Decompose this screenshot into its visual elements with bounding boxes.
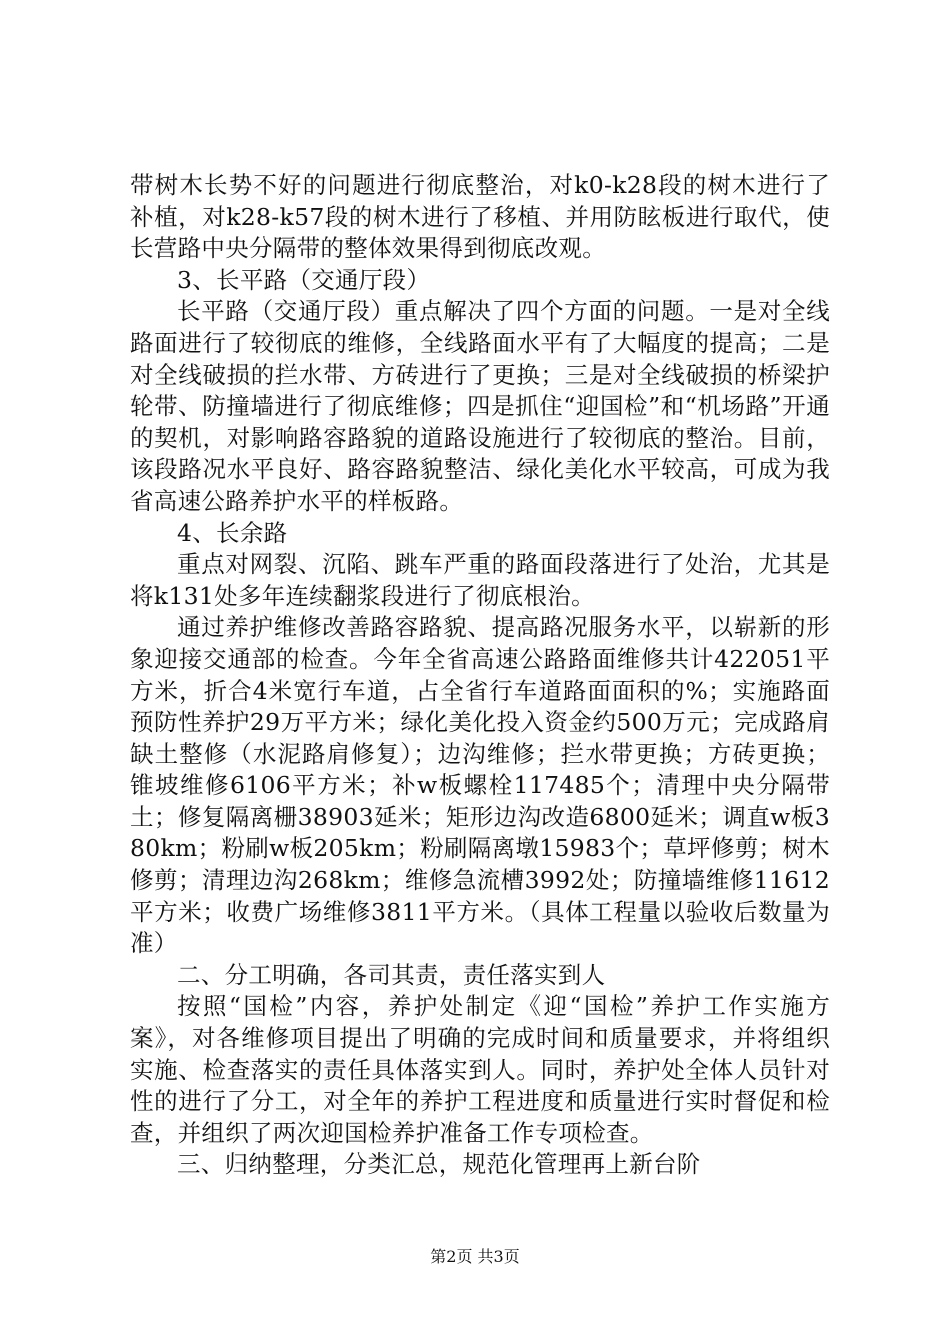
heading-changping-road: 3、长平路（交通厅段） xyxy=(177,265,431,294)
paragraph-section-two: 按照“国检”内容，养护处制定《迎“国检”养护工作实施方案》，对各维修项目提出了明确的完成时间和质量要求，并将组织实施、检查落实的责任具体落实到人。同时，养护处全体人员针对性的进行了分工，对全年的养护工程进度和质量进行实时督促和检查，并组织了两次迎国检养护准备工作专项检查。 xyxy=(130,992,830,1147)
heading-section-two: 二、分工明确，各司其责，责任落实到人 xyxy=(177,960,606,989)
document-body xyxy=(130,170,830,1181)
page-number: 第2页 共3页 xyxy=(430,1247,520,1266)
heading-section-three: 三、归纳整理，分类汇总，规范化管理再上新台阶 xyxy=(177,1150,701,1179)
heading-changyu-road: 4、长余路 xyxy=(177,518,288,547)
paragraph-maintenance-summary: 通过养护维修改善路容路貌、提高路况服务水平，以崭新的形象迎接交通部的检查。今年全省高速公路路面维修共计422051平方米，折合4米宽行车道，占全省行车道路面面积的%；实施路面预防性养护29万平方米；绿化美化投入资金约500万元；完成路肩缺土整修（水泥路肩修复）；边沟维修；拦水带更换；方砖更换；锥坡维修6106平方米；补w板螺栓117485个；清理中央分隔带土；修复隔离栅38903延米；矩形边沟改造6800延米；调直w板380km；粉刷w板205km；粉刷隔离墩15983个；草坪修剪；树木修剪；清理边沟268km；维修急流槽3992处；防撞墙维修11612平方米；收费广场维修3811平方米。（具体工程量以验收后数量为准） xyxy=(130,613,830,958)
paragraph-changping-road: 长平路（交通厅段）重点解决了四个方面的问题。一是对全线路面进行了较彻底的维修，全线路面水平有了大幅度的提高；二是对全线破损的拦水带、方砖进行了更换；三是对全线破损的桥梁护轮带、防撞墙进行了彻底维修；四是抓住“迎国检”和“机场路”开通的契机，对影响路容路貌的道路设施进行了较彻底的整治。目前，该段路况水平良好、路容路貌整洁、绿化美化水平较高，可成为我省高速公路养护水平的样板路。 xyxy=(130,297,830,515)
paragraph-1: 带树木长势不好的问题进行彻底整治，对k0-k28段的树木进行了补植，对k28-k57段的树木进行了移植、并用防眩板进行取代，使长营路中央分隔带的整体效果得到彻底改观。 xyxy=(130,171,830,263)
page-footer xyxy=(0,1247,950,1267)
paragraph-changyu-road: 重点对网裂、沉陷、跳车严重的路面段落进行了处治，尤其是将k131处多年连续翻浆段进行了彻底根治。 xyxy=(130,550,830,610)
